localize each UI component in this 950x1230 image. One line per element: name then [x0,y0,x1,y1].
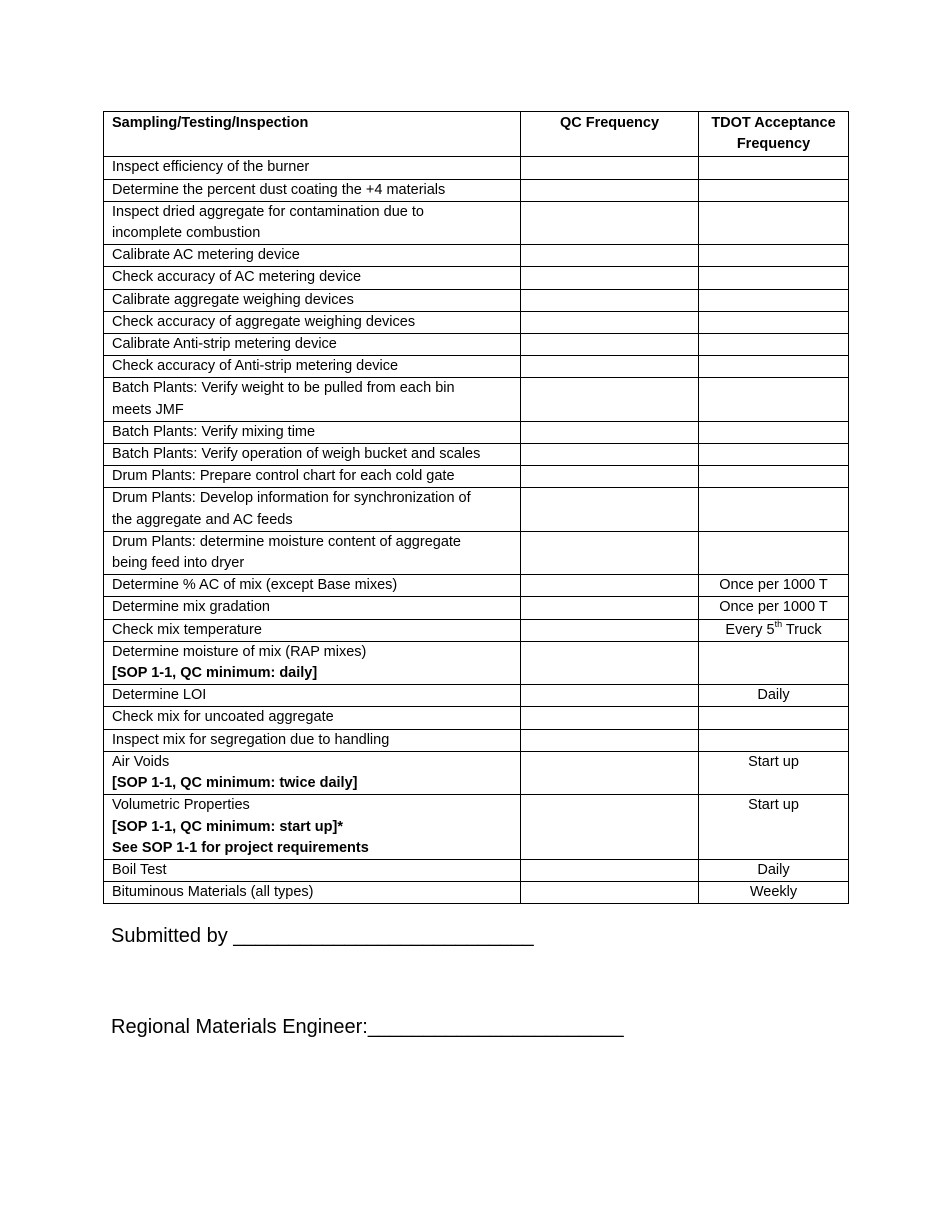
tdot-frequency-text: Daily [757,687,790,704]
inspection-requirement-note: See SOP 1-1 for project requirements [112,839,369,856]
tdot-acceptance-cell [699,356,849,378]
qc-frequency-cell[interactable] [521,751,699,794]
inspection-item-text: Determine % AC of mix (except Base mixes) [112,577,398,594]
inspection-item-text: Drum Plants: Develop information for synchronization of [112,490,471,507]
inspection-item-text: Drum Plants: Prepare control chart for each cold gate [112,468,455,485]
inspection-item-cell [104,597,521,619]
qc-frequency-cell[interactable] [521,685,699,707]
inspection-item-text: Calibrate AC metering device [112,247,300,264]
table-row [104,751,849,794]
inspection-item-text: Air Voids [112,753,170,770]
qc-frequency-cell[interactable] [521,619,699,641]
inspection-item-cell [104,311,521,333]
inspection-item-text: meets JMF [112,401,184,418]
table-row [104,859,849,881]
submitted-by-blank[interactable]: ___________________________ [233,925,534,947]
inspection-item-text: Inspect mix for segregation due to handling [112,731,390,748]
table-row [104,421,849,443]
table-row [104,641,849,684]
inspection-item-text: Calibrate aggregate weighing devices [112,291,354,308]
inspection-item-cell [104,795,521,860]
inspection-item-cell [104,729,521,751]
tdot-frequency-text: Start up [748,753,799,770]
tdot-frequency-text: Weekly [749,884,798,901]
table-row [104,157,849,179]
table-row [104,466,849,488]
table-row [104,311,849,333]
inspection-item-text: Inspect dried aggregate for contamination due to [112,203,424,220]
table-row [104,488,849,531]
qc-frequency-table-container [103,111,848,904]
table-row [104,575,849,597]
inspection-item-cell [104,466,521,488]
table-header-row [104,112,849,157]
engineer-blank[interactable]: _______________________ [367,1016,624,1038]
table-row [104,597,849,619]
inspection-item-cell [104,201,521,244]
qc-frequency-cell[interactable] [521,245,699,267]
qc-frequency-cell[interactable] [521,641,699,684]
qc-frequency-cell[interactable] [521,466,699,488]
inspection-item-text: Determine LOI [112,687,207,704]
engineer-signature-line [111,1016,624,1039]
qc-frequency-cell[interactable] [521,267,699,289]
inspection-item-cell [104,707,521,729]
inspection-item-cell [104,619,521,641]
inspection-item-text: Calibrate Anti-strip metering device [112,336,337,353]
inspection-item-cell [104,531,521,574]
qc-frequency-cell[interactable] [521,707,699,729]
qc-frequency-cell[interactable] [521,531,699,574]
inspection-item-text: Check accuracy of Anti-strip metering device [112,358,399,375]
inspection-item-cell [104,882,521,904]
inspection-item-cell [104,575,521,597]
engineer-label: Regional Materials Engineer: [111,1016,368,1038]
tdot-frequency-superscript: th [774,618,783,629]
table-row [104,444,849,466]
table-row [104,882,849,904]
qc-frequency-cell[interactable] [521,157,699,179]
inspection-item-cell [104,356,521,378]
qc-frequency-cell[interactable] [521,289,699,311]
inspection-item-text: Batch Plants: Verify operation of weigh bucket and scales [112,446,481,463]
inspection-item-text: Check mix temperature [112,621,262,638]
tdot-acceptance-cell [699,157,849,179]
table-row [104,179,849,201]
inspection-item-cell [104,267,521,289]
inspection-item-text: Check mix for uncoated aggregate [112,709,334,726]
tdot-acceptance-cell [699,289,849,311]
inspection-item-cell [104,444,521,466]
tdot-acceptance-cell [699,245,849,267]
inspection-item-cell [104,334,521,356]
tdot-acceptance-cell [699,751,849,794]
table-row [104,619,849,641]
qc-frequency-cell[interactable] [521,575,699,597]
inspection-item-cell [104,685,521,707]
inspection-item-text: Drum Plants: determine moisture content of aggregate [112,533,461,550]
inspection-item-cell [104,157,521,179]
inspection-item-text: Bituminous Materials (all types) [112,884,314,901]
table-row [104,795,849,860]
tdot-acceptance-cell [699,531,849,574]
tdot-acceptance-cell [699,201,849,244]
table-row [104,289,849,311]
inspection-item-text: being feed into dryer [112,555,245,572]
submitted-by-label: Submitted by [111,925,234,947]
tdot-acceptance-cell [699,267,849,289]
tdot-acceptance-cell [699,859,849,881]
tdot-frequency-text: Every 5 [725,621,775,638]
qc-frequency-cell[interactable] [521,311,699,333]
inspection-item-cell [104,421,521,443]
tdot-frequency-text: Start up [748,797,799,814]
tdot-acceptance-cell [699,334,849,356]
tdot-acceptance-cell [699,685,849,707]
qc-frequency-cell[interactable] [521,597,699,619]
qc-frequency-cell[interactable] [521,179,699,201]
tdot-frequency-text: Once per 1000 T [719,577,828,594]
tdot-acceptance-cell [699,444,849,466]
tdot-acceptance-cell [699,378,849,421]
inspection-item-cell [104,641,521,684]
inspection-item-text: Inspect efficiency of the burner [112,159,310,176]
qc-frequency-cell[interactable] [521,882,699,904]
inspection-item-text: Boil Test [112,861,167,878]
table-row [104,685,849,707]
qc-frequency-cell[interactable] [521,201,699,244]
inspection-item-cell [104,488,521,531]
inspection-item-cell [104,289,521,311]
inspection-item-text: incomplete combustion [112,225,261,242]
inspection-item-cell [104,245,521,267]
tdot-frequency-suffix: Truck [782,621,822,638]
tdot-acceptance-cell [699,795,849,860]
qc-frequency-cell[interactable] [521,444,699,466]
tdot-acceptance-cell [699,311,849,333]
inspection-item-cell [104,859,521,881]
qc-frequency-cell[interactable] [521,356,699,378]
qc-frequency-cell[interactable] [521,378,699,421]
tdot-acceptance-cell [699,575,849,597]
inspection-item-text: Volumetric Properties [112,797,250,814]
table-row [104,245,849,267]
qc-frequency-cell[interactable] [521,859,699,881]
qc-frequency-cell[interactable] [521,795,699,860]
inspection-item-text: the aggregate and AC feeds [112,511,293,528]
inspection-item-text: Determine moisture of mix (RAP mixes) [112,643,367,660]
tdot-acceptance-cell [699,179,849,201]
inspection-item-cell [104,378,521,421]
inspection-requirement-note: [SOP 1-1, QC minimum: twice daily] [112,775,358,792]
table-row [104,707,849,729]
tdot-acceptance-cell [699,882,849,904]
qc-frequency-cell[interactable] [521,488,699,531]
table-row [104,334,849,356]
table-row [104,356,849,378]
tdot-frequency-text: Once per 1000 T [719,599,828,616]
inspection-item-text: Check accuracy of aggregate weighing devices [112,313,416,330]
header-qc-frequency: QC Frequency [521,112,699,157]
submitted-by-line [111,925,534,948]
inspection-item-text: Determine mix gradation [112,599,270,616]
qc-frequency-cell[interactable] [521,421,699,443]
inspection-item-cell [104,179,521,201]
inspection-requirement-note: [SOP 1-1, QC minimum: start up]* [112,818,343,835]
inspection-item-text: Batch Plants: Verify mixing time [112,423,316,440]
qc-frequency-cell[interactable] [521,334,699,356]
qc-frequency-table [103,111,849,904]
table-row [104,531,849,574]
tdot-acceptance-cell [699,488,849,531]
table-row [104,267,849,289]
tdot-acceptance-cell [699,466,849,488]
table-row [104,201,849,244]
inspection-item-text: Batch Plants: Verify weight to be pulled from each bin [112,380,455,397]
table-row [104,729,849,751]
tdot-acceptance-cell [699,641,849,684]
table-body [104,157,849,904]
tdot-acceptance-cell [699,707,849,729]
tdot-frequency-text: Daily [757,861,790,878]
header-tdot-acceptance: TDOT Acceptance Frequency [699,112,849,157]
tdot-acceptance-cell [699,421,849,443]
tdot-acceptance-cell [699,729,849,751]
table-row [104,378,849,421]
header-sampling: Sampling/Testing/Inspection [104,112,521,157]
tdot-acceptance-cell [699,619,849,641]
inspection-item-cell [104,751,521,794]
qc-frequency-cell[interactable] [521,729,699,751]
inspection-item-text: Check accuracy of AC metering device [112,269,362,286]
inspection-item-text: Determine the percent dust coating the +4 materials [112,181,446,198]
inspection-requirement-note: [SOP 1-1, QC minimum: daily] [112,665,318,682]
tdot-acceptance-cell [699,597,849,619]
